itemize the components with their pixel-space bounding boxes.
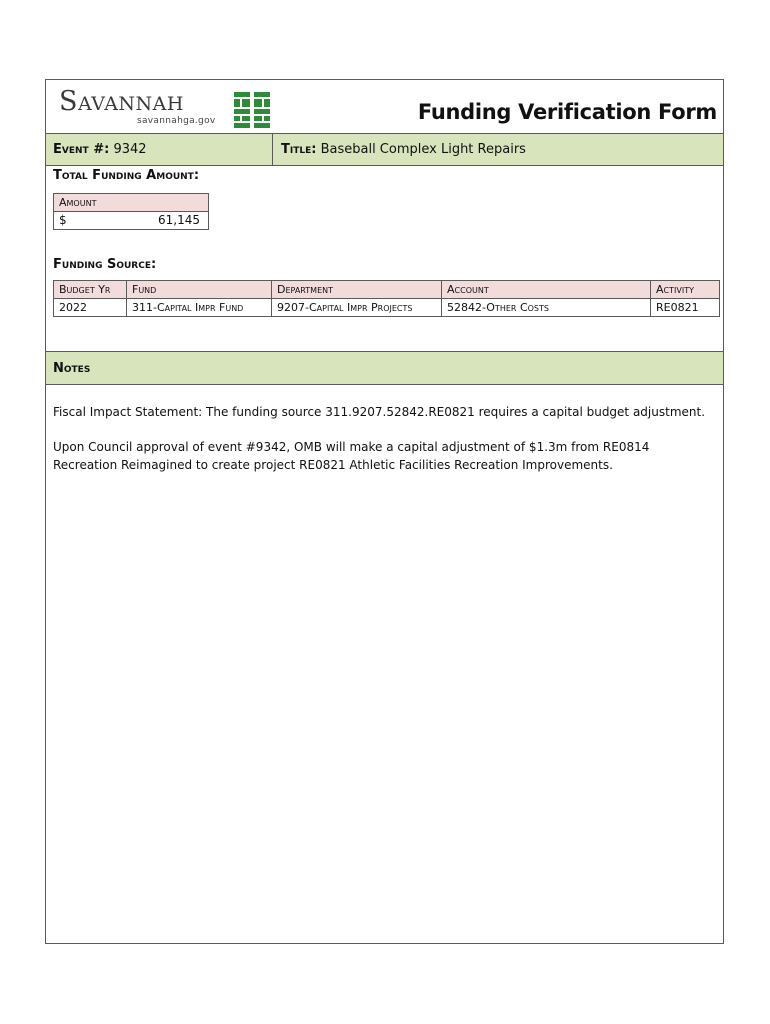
column-header-budget-yr: Budget Yr xyxy=(54,281,127,299)
savannah-logo xyxy=(59,85,259,130)
funding-source-label: Funding Source: xyxy=(53,257,157,272)
note-paragraph-council-approval: Upon Council approval of event #9342, OMB will make a capital adjustment of $1.3m from RE0814 Recreation Reimagined to create project RE0821 Athletic Facilities Recreation Improvements. xyxy=(53,440,650,472)
amount-row xyxy=(54,212,208,229)
amount-header: Amount xyxy=(54,194,208,212)
column-header-fund: Fund xyxy=(127,281,272,299)
logo-wordmark: Savannah xyxy=(59,86,184,117)
note-paragraph-fiscal-impact: Fiscal Impact Statement: The funding source 311.9207.52842.RE0821 requires a capital budget adjustment. xyxy=(53,405,706,419)
event-title: Baseball Complex Light Repairs xyxy=(320,142,526,157)
table-header-row xyxy=(54,281,720,299)
funding-verification-form xyxy=(45,79,724,944)
column-header-activity: Activity xyxy=(651,281,720,299)
total-funding-label: Total Funding Amount: xyxy=(53,168,200,183)
form-header xyxy=(46,80,723,132)
amount-value: 61,145 xyxy=(158,213,200,227)
cell-activity: RE0821 xyxy=(651,299,720,317)
currency-symbol: $ xyxy=(59,213,67,227)
event-number-cell xyxy=(46,134,273,165)
event-row xyxy=(46,133,723,166)
amount-table xyxy=(53,193,209,230)
cell-account: 52842-Other Costs xyxy=(442,299,651,317)
savannah-squares-icon xyxy=(234,92,270,128)
notes-header: Notes xyxy=(46,351,723,385)
form-title: Funding Verification Form xyxy=(417,100,717,124)
event-title-label: Title: xyxy=(281,142,317,157)
funding-source-table xyxy=(53,280,720,317)
event-title-cell xyxy=(273,134,526,165)
logo-url: savannahga.gov xyxy=(137,116,216,126)
table-row xyxy=(54,299,720,317)
event-number-label: Event #: xyxy=(53,142,110,157)
event-number: 9342 xyxy=(113,142,147,157)
cell-fund: 311-Capital Impr Fund xyxy=(127,299,272,317)
cell-department: 9207-Capital Impr Projects xyxy=(272,299,442,317)
column-header-department: Department xyxy=(272,281,442,299)
cell-budget-yr: 2022 xyxy=(54,299,127,317)
column-header-account: Account xyxy=(442,281,651,299)
